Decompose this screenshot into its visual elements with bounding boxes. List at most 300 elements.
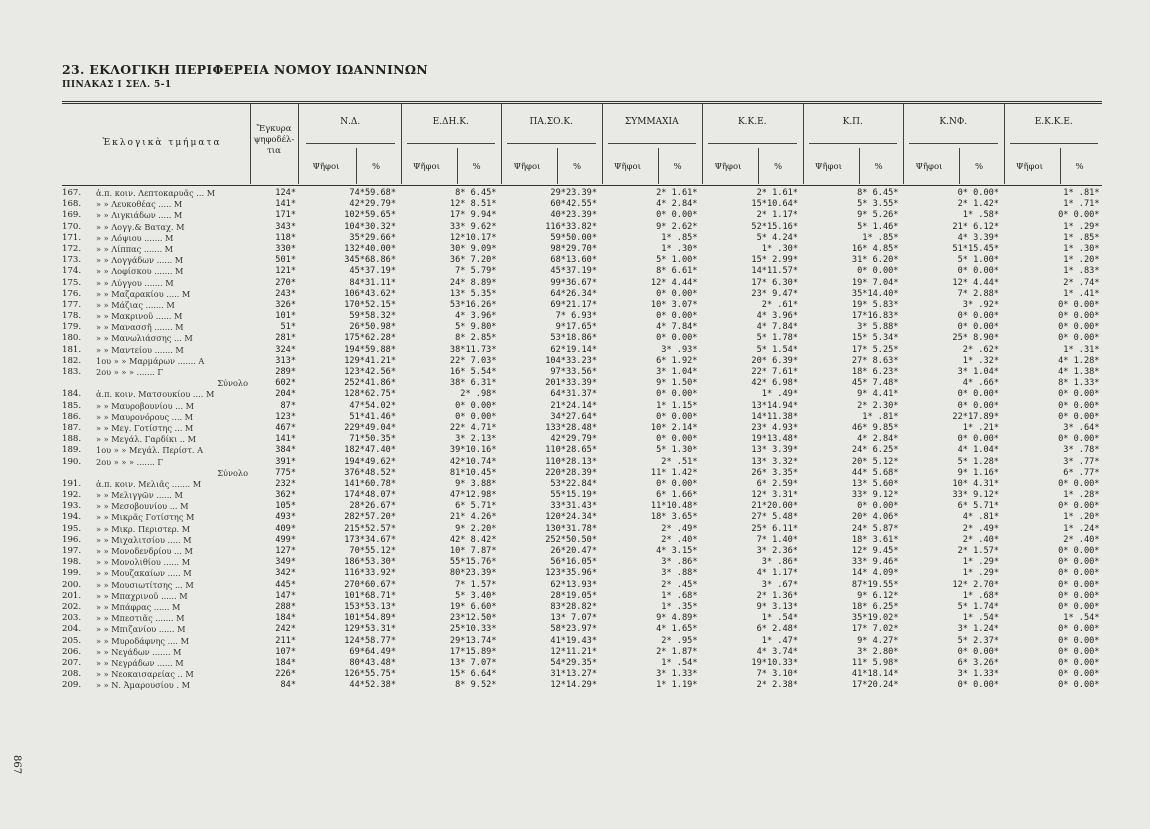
table-row bbox=[0, 289, 1150, 300]
cell-p: 13* 7.07* bbox=[449, 657, 497, 668]
cell-p: 0* 0.00* bbox=[656, 288, 698, 299]
cell-p: 3* 1.04* bbox=[656, 367, 698, 377]
cell-num: 172. bbox=[62, 243, 82, 254]
cell-valid: 211* bbox=[275, 635, 296, 646]
cell-p: 0* 0.00* bbox=[1058, 590, 1100, 601]
cell-valid: 602* bbox=[275, 378, 296, 389]
votes-subheader: Ψῆφοι bbox=[614, 162, 641, 172]
cell-p: 19*13.48* bbox=[751, 434, 798, 445]
party-underline bbox=[306, 143, 395, 144]
cell-p: 83*28.82* bbox=[550, 601, 597, 612]
cell-name: » » Μπάφρας ...... Μ bbox=[96, 601, 181, 612]
cell-name: » » Μακρινοῦ ...... Μ bbox=[96, 311, 183, 322]
pct-subheader: % bbox=[673, 162, 682, 172]
cell-p: 26*20.47* bbox=[550, 546, 597, 556]
cell-p: 282*57.20* bbox=[344, 512, 396, 523]
cell-num: 179. bbox=[62, 322, 82, 333]
cell-p: 0* 0.00* bbox=[656, 333, 698, 344]
cell-p: 0* 0.00* bbox=[957, 680, 999, 691]
cell-valid: 127* bbox=[275, 546, 296, 556]
cell-p: 2* 1.87* bbox=[656, 646, 698, 657]
cell-p: 84*31.11* bbox=[349, 277, 396, 288]
cell-p: 194*59.88* bbox=[344, 344, 396, 355]
cell-p: 110*28.13* bbox=[545, 456, 597, 467]
cell-p: 4* 3.39* bbox=[957, 232, 999, 243]
cell-p: 80*23.39* bbox=[449, 568, 497, 579]
cell-p: 80*43.48* bbox=[349, 657, 396, 668]
cell-p: 7* 1.40* bbox=[756, 534, 798, 545]
cell-p: 15* 5.34* bbox=[851, 333, 899, 344]
cell-p: 0* 0.00* bbox=[1058, 389, 1100, 400]
cell-p: 47*12.98* bbox=[449, 490, 497, 501]
cell-valid: 204* bbox=[275, 389, 296, 400]
cell-p: 1* .28* bbox=[1063, 490, 1100, 501]
cell-p: 12* 4.44* bbox=[650, 277, 698, 288]
cell-num: 168. bbox=[62, 199, 82, 210]
cell-num: 191. bbox=[62, 478, 82, 489]
cell-p: 4* 1.65* bbox=[656, 624, 698, 635]
cell-p: 0* 0.00* bbox=[1058, 579, 1100, 590]
cell-p: 40*23.39* bbox=[550, 210, 597, 221]
cell-p: 220*28.39* bbox=[545, 467, 597, 478]
cell-p: 2* 1.42* bbox=[957, 199, 999, 210]
cell-p: 16* 4.85* bbox=[851, 243, 899, 254]
cell-p: 5* 1.30* bbox=[656, 445, 698, 456]
cell-p: 0* 0.00* bbox=[857, 266, 899, 277]
cell-p: 8* 6.45* bbox=[857, 188, 899, 198]
cell-name: » » Μπιζανίου ...... Μ bbox=[96, 624, 186, 635]
cell-p: 13* 7.07* bbox=[550, 613, 597, 624]
cell-valid: 105* bbox=[275, 501, 296, 512]
cell-p: 0* 0.00* bbox=[957, 389, 999, 400]
cell-p: 41*18.14* bbox=[851, 669, 899, 680]
cell-p: 3* .78* bbox=[1063, 445, 1100, 456]
cell-p: 0* 0.00* bbox=[957, 434, 999, 445]
cell-valid: 242* bbox=[275, 624, 296, 635]
cell-p: 6* 1.66* bbox=[656, 490, 698, 501]
cell-p: 3* .67* bbox=[761, 579, 798, 590]
cell-p: 51*41.46* bbox=[349, 411, 396, 422]
cell-p: 345*68.86* bbox=[344, 255, 396, 266]
cell-p: 0* 0.00* bbox=[957, 322, 999, 333]
cell-p: 3* 2.36* bbox=[756, 546, 798, 556]
cell-p: 24* 6.25* bbox=[851, 445, 899, 456]
cell-p: 60*42.55* bbox=[550, 199, 597, 210]
party-underline bbox=[608, 143, 697, 144]
cell-p: 2* .62* bbox=[962, 344, 999, 355]
cell-num: 180. bbox=[62, 333, 82, 344]
cell-num: 185. bbox=[62, 400, 82, 411]
cell-name: » » Νεγάδων ....... Μ bbox=[96, 646, 182, 657]
cell-p: 16* 5.54* bbox=[449, 367, 497, 377]
table-row bbox=[0, 311, 1150, 322]
cell-p: 1* .71* bbox=[1063, 199, 1100, 210]
cell-valid: 289* bbox=[275, 367, 296, 377]
cell-p: 5* 1.74* bbox=[957, 601, 999, 612]
cell-p: 39*10.16* bbox=[449, 445, 497, 456]
cell-p: 0* 0.00* bbox=[1058, 635, 1100, 646]
cell-p: 21*24.14* bbox=[550, 400, 597, 411]
table-row bbox=[0, 479, 1150, 490]
cell-p: 35*29.66* bbox=[349, 232, 396, 243]
cell-p: 1* .85* bbox=[862, 232, 899, 243]
cell-p: 8* 6.45* bbox=[455, 188, 497, 198]
table-row bbox=[0, 535, 1150, 546]
cell-p: 22* 7.03* bbox=[449, 355, 497, 366]
table-row bbox=[0, 591, 1150, 602]
cell-p: 2* .40* bbox=[661, 534, 698, 545]
cell-name: » » Λόψιου ....... Μ bbox=[96, 232, 174, 243]
cell-p: 4* 7.84* bbox=[656, 322, 698, 333]
cell-name: 2ου » » » ....... Γ bbox=[96, 456, 164, 467]
cell-p: 12*10.17* bbox=[449, 232, 497, 243]
cell-valid: 87* bbox=[280, 400, 296, 411]
cell-p: 7* 6.93* bbox=[555, 311, 597, 322]
cell-p: 22* 7.61* bbox=[751, 367, 798, 377]
cell-p: 270*60.67* bbox=[344, 579, 396, 590]
cell-p: 31*13.27* bbox=[550, 669, 597, 680]
cell-num: 196. bbox=[62, 534, 82, 545]
cell-p: 59*58.32* bbox=[349, 311, 396, 322]
cell-name: » » Μονοδενδρίου ... Μ bbox=[96, 546, 193, 556]
cell-valid: 243* bbox=[275, 288, 296, 299]
cell-p: 3* .92* bbox=[962, 299, 999, 310]
table-row bbox=[0, 546, 1150, 557]
cell-p: 0* 0.00* bbox=[1058, 646, 1100, 657]
cell-p: 17* 5.25* bbox=[851, 344, 899, 355]
table-row bbox=[0, 412, 1150, 423]
cell-valid: 409* bbox=[275, 523, 296, 534]
cell-valid: 84* bbox=[280, 680, 296, 691]
cell-name: » » Μαζαρακίου ..... Μ bbox=[96, 288, 191, 299]
cell-p: 11* 1.42* bbox=[650, 467, 698, 478]
cell-p: 182*47.40* bbox=[344, 445, 396, 456]
cell-p: 21* 4.26* bbox=[449, 512, 497, 523]
cell-num: 184. bbox=[62, 389, 82, 400]
cell-p: 35*14.40* bbox=[851, 288, 899, 299]
cell-p: 104*33.23* bbox=[545, 355, 597, 366]
cell-p: 42*29.79* bbox=[349, 199, 396, 210]
cell-p: 33*31.43* bbox=[550, 501, 597, 512]
cell-valid: 324* bbox=[275, 344, 296, 355]
cell-valid: 270* bbox=[275, 277, 296, 288]
cell-p: 45*37.19* bbox=[349, 266, 396, 277]
cell-p: 4* .81* bbox=[962, 512, 999, 523]
cell-p: 24* 5.87* bbox=[851, 523, 899, 534]
cell-name: » » Νεοκαισαρείας .. Μ bbox=[96, 669, 194, 680]
cell-p: 4* 1.28* bbox=[1058, 355, 1100, 366]
table-top-rule bbox=[62, 101, 1102, 102]
cell-p: 5* 1.46* bbox=[857, 221, 899, 232]
cell-num: 178. bbox=[62, 311, 82, 322]
cell-p: 10* 2.14* bbox=[650, 422, 698, 433]
cell-valid: 226* bbox=[275, 669, 296, 680]
cell-p: 8* 9.52* bbox=[455, 680, 497, 691]
cell-p: 5* 4.24* bbox=[756, 232, 798, 243]
cell-valid: 51* bbox=[280, 322, 296, 333]
page-subtitle: ΠΙΝΑΚΑΣ I ΣΕΛ. 5-1 bbox=[62, 80, 172, 90]
cell-p: 19* 7.04* bbox=[851, 277, 899, 288]
table-row bbox=[0, 356, 1150, 367]
cell-num: 187. bbox=[62, 422, 82, 433]
cell-p: 2* 1.61* bbox=[656, 188, 698, 198]
cell-p: 27* 8.63* bbox=[851, 355, 899, 366]
cell-p: 29*13.74* bbox=[449, 635, 497, 646]
cell-p: 10* 4.31* bbox=[952, 478, 999, 489]
cell-p: 13* 5.35* bbox=[449, 288, 497, 299]
cell-valid: 107* bbox=[275, 646, 296, 657]
cell-p: 0* 0.00* bbox=[1058, 669, 1100, 680]
cell-valid: 467* bbox=[275, 422, 296, 433]
cell-p: 123*35.96* bbox=[545, 568, 597, 579]
cell-name: » » Μεσοβουνίου ... Μ bbox=[96, 501, 189, 512]
page-number: 867 bbox=[11, 755, 22, 775]
table-row bbox=[0, 322, 1150, 333]
cell-p: 126*55.75* bbox=[344, 669, 396, 680]
cell-p: 18* 6.23* bbox=[851, 367, 899, 377]
cell-p: 55*15.19* bbox=[550, 490, 597, 501]
cell-p: 12* 8.51* bbox=[449, 199, 497, 210]
cell-name: ἀ.π. κοιν. Ματσουκίου .... Μ bbox=[96, 389, 215, 400]
cell-p: 44* 5.68* bbox=[851, 467, 899, 478]
cell-p: 12*11.21* bbox=[550, 646, 597, 657]
cell-num: 186. bbox=[62, 411, 82, 422]
cell-p: 1* .30* bbox=[661, 243, 698, 254]
cell-p: 1* .54* bbox=[962, 613, 999, 624]
sub-divider bbox=[356, 148, 357, 184]
cell-name: » » Ν. Ἀμαρουσίου . Μ bbox=[96, 680, 190, 691]
page-title: 23. ΕΚΛΟΓΙΚΗ ΠΕΡΙΦΕΡΕΙΑ ΝΟΜΟΥ ΙΩΑΝΝΙΝΩΝ bbox=[62, 62, 429, 77]
sub-divider bbox=[457, 148, 458, 184]
party-underline bbox=[407, 143, 496, 144]
cell-p: 9* 6.12* bbox=[857, 590, 899, 601]
cell-p: 133*28.48* bbox=[545, 422, 597, 433]
pct-subheader: % bbox=[371, 162, 381, 172]
cell-num: 175. bbox=[62, 277, 82, 288]
cell-valid: 326* bbox=[275, 299, 296, 310]
cell-p: 0* 0.00* bbox=[1058, 501, 1100, 512]
cell-p: 1* .29* bbox=[962, 557, 999, 568]
cell-p: 1* .21* bbox=[962, 422, 999, 433]
cell-p: 13*14.94* bbox=[751, 400, 798, 411]
cell-p: 7* 5.79* bbox=[455, 266, 497, 277]
cell-p: 102*59.65* bbox=[344, 210, 396, 221]
cell-valid: 184* bbox=[275, 657, 296, 668]
cell-p: 9* 3.13* bbox=[756, 601, 798, 612]
cell-p: 4* 3.96* bbox=[455, 311, 497, 322]
table-row bbox=[0, 389, 1150, 400]
cell-num: 173. bbox=[62, 255, 82, 266]
cell-p: 22* 4.71* bbox=[449, 422, 497, 433]
table-top-rule-2 bbox=[62, 103, 1102, 104]
cell-num: 167. bbox=[62, 188, 82, 198]
cell-valid: 342* bbox=[275, 568, 296, 579]
cell-p: 97*33.56* bbox=[550, 367, 597, 377]
cell-p: 51*15.45* bbox=[952, 243, 999, 254]
cell-p: 44*52.38* bbox=[349, 680, 396, 691]
cell-p: 0* 0.00* bbox=[656, 411, 698, 422]
cell-p: 6* .77* bbox=[1063, 467, 1100, 478]
cell-valid: 184* bbox=[275, 613, 296, 624]
cell-p: 81*10.45* bbox=[449, 467, 497, 478]
cell-p: 1* .24* bbox=[1063, 523, 1100, 534]
cell-p: 5* 1.78* bbox=[756, 333, 798, 344]
cell-p: 58*23.97* bbox=[550, 624, 597, 635]
cell-p: 3* 2.80* bbox=[857, 646, 899, 657]
cell-p: 28*26.67* bbox=[349, 501, 396, 512]
cell-name: » » Λύγγου ....... Μ bbox=[96, 277, 174, 288]
cell-p: 4* 1.04* bbox=[957, 445, 999, 456]
cell-p: 2* 1.17* bbox=[756, 210, 798, 221]
cell-p: 17*15.89* bbox=[449, 646, 497, 657]
cell-num: 197. bbox=[62, 546, 82, 556]
cell-name: 1ου » » Μεγάλ. Περίστ. Α bbox=[96, 445, 204, 456]
col-divider bbox=[803, 104, 804, 184]
cell-p: 5* 1.54* bbox=[756, 344, 798, 355]
cell-name: » » Μιχαλιτσίου ..... Μ bbox=[96, 534, 192, 545]
cell-p: 3* 1.04* bbox=[957, 367, 999, 377]
cell-p: 6* 2.59* bbox=[756, 478, 798, 489]
cell-p: 1* .68* bbox=[661, 590, 698, 601]
pct-subheader: % bbox=[773, 162, 783, 172]
votes-subheader: Ψῆφοι bbox=[513, 162, 541, 172]
cell-p: 0* 0.00* bbox=[1058, 434, 1100, 445]
cell-p: 2* .45* bbox=[661, 579, 698, 590]
cell-p: 56*16.05* bbox=[550, 557, 597, 568]
votes-subheader: Ψῆφοι bbox=[312, 162, 340, 172]
table-row bbox=[0, 680, 1150, 691]
cell-p: 55*15.76* bbox=[449, 557, 497, 568]
cell-p: 3* 1.33* bbox=[957, 669, 999, 680]
cell-valid: 391* bbox=[275, 456, 296, 467]
sub-divider bbox=[758, 148, 759, 184]
cell-p: 9* 3.88* bbox=[455, 478, 497, 489]
cell-p: 2* .61* bbox=[761, 299, 798, 310]
cell-num: 209. bbox=[62, 680, 82, 691]
cell-name: » » Λίππας ....... Μ bbox=[96, 243, 174, 254]
cell-p: 1* 1.19* bbox=[656, 680, 698, 691]
cell-name: » » Μονολιθίου ...... Μ bbox=[96, 557, 191, 568]
cell-p: 173*34.67* bbox=[344, 534, 396, 545]
cell-p: 5* 1.00* bbox=[957, 255, 999, 266]
cell-p: 25* 8.90* bbox=[952, 333, 999, 344]
cell-p: 153*53.13* bbox=[344, 601, 396, 612]
cell-num: 189. bbox=[62, 445, 82, 456]
cell-name: » » Μαυροβουνίου ... Μ bbox=[96, 400, 194, 411]
cell-name: » » Μαυρονόρους .... Μ bbox=[96, 411, 194, 422]
cell-p: 14*11.57* bbox=[751, 266, 798, 277]
cell-p: 33* 9.46* bbox=[851, 557, 899, 568]
cell-p: 12* 4.44* bbox=[952, 277, 999, 288]
cell-p: 1* .29* bbox=[962, 568, 999, 579]
cell-name: » » Μουζακαίων ..... Μ bbox=[96, 568, 192, 579]
table-row bbox=[0, 602, 1150, 613]
table-row bbox=[0, 233, 1150, 244]
table-row bbox=[0, 624, 1150, 635]
cell-p: 4* 2.84* bbox=[656, 199, 698, 210]
table-row bbox=[0, 210, 1150, 221]
cell-p: 2* .74* bbox=[1063, 277, 1100, 288]
cell-num: 201. bbox=[62, 590, 82, 601]
cell-p: 7* 2.88* bbox=[957, 288, 999, 299]
cell-p: 3* .88* bbox=[661, 568, 698, 579]
cell-name: » » Μουσιωτίτσης ... Μ bbox=[96, 579, 194, 590]
cell-num: 206. bbox=[62, 646, 82, 657]
cell-num: 199. bbox=[62, 568, 82, 579]
party-header: Ε.ΔΗ.Κ. bbox=[432, 117, 469, 127]
cell-p: 62*19.14* bbox=[550, 344, 597, 355]
cell-p: 0* 0.00* bbox=[957, 646, 999, 657]
cell-p: 3* .64* bbox=[1063, 422, 1100, 433]
cell-p: 19* 5.83* bbox=[851, 299, 899, 310]
cell-p: 99*36.67* bbox=[550, 277, 597, 288]
cell-p: 9* 2.62* bbox=[656, 221, 698, 232]
cell-p: 132*40.00* bbox=[344, 243, 396, 254]
cell-p: 13* 5.60* bbox=[851, 478, 899, 489]
cell-name: Σύνολο bbox=[217, 467, 248, 478]
cell-name: » » Λοφίσκου ....... Μ bbox=[96, 266, 184, 277]
cell-p: 174*48.07* bbox=[344, 490, 396, 501]
table-row bbox=[0, 647, 1150, 658]
cell-p: 1* .47* bbox=[761, 635, 798, 646]
cell-p: 3* 5.88* bbox=[857, 322, 899, 333]
cell-num: 188. bbox=[62, 434, 82, 445]
valid-ballots-header: Ἔγκυρα ψηφοδέλ-τια bbox=[253, 124, 295, 156]
cell-p: 64*31.37* bbox=[550, 389, 597, 400]
cell-p: 1* .29* bbox=[1063, 221, 1100, 232]
cell-p: 101*54.89* bbox=[344, 613, 396, 624]
cell-name: 1ου » » Μαρμάρων ....... Α bbox=[96, 355, 205, 366]
cell-p: 20* 6.39* bbox=[751, 355, 798, 366]
cell-p: 2* .40* bbox=[1063, 534, 1100, 545]
cell-num: 181. bbox=[62, 344, 82, 355]
party-underline bbox=[708, 143, 797, 144]
cell-p: 64*26.34* bbox=[550, 288, 597, 299]
cell-num: 208. bbox=[62, 669, 82, 680]
cell-p: 0* 0.00* bbox=[957, 188, 999, 198]
cell-valid: 499* bbox=[275, 534, 296, 545]
cell-p: 2* 1.61* bbox=[756, 188, 798, 198]
cell-p: 6* 1.92* bbox=[656, 355, 698, 366]
cell-name: » » Μαντείου ....... Μ bbox=[96, 344, 184, 355]
cell-p: 53*18.86* bbox=[550, 333, 597, 344]
cell-num: 198. bbox=[62, 557, 82, 568]
col-divider bbox=[250, 104, 251, 184]
cell-name: » » Μυροδάφνης .... Μ bbox=[96, 635, 189, 646]
table-row bbox=[0, 457, 1150, 468]
cell-valid: 171* bbox=[275, 210, 296, 221]
cell-name: » » Λογγ.& Βαταχ. Μ bbox=[96, 221, 185, 232]
cell-p: 1* .30* bbox=[761, 243, 798, 254]
cell-p: 54*29.35* bbox=[550, 657, 597, 668]
cell-p: 25* 6.11* bbox=[751, 523, 798, 534]
cell-p: 0* 0.00* bbox=[656, 210, 698, 221]
cell-p: 0* 0.00* bbox=[455, 400, 497, 411]
cell-p: 1* .30* bbox=[1063, 243, 1100, 254]
cell-p: 0* 0.00* bbox=[1058, 322, 1100, 333]
table-row bbox=[0, 367, 1150, 378]
cell-p: 0* 0.00* bbox=[656, 311, 698, 322]
cell-valid: 124* bbox=[275, 188, 296, 198]
cell-p: 4* 1.17* bbox=[756, 568, 798, 579]
cell-p: 42*29.79* bbox=[550, 434, 597, 445]
pct-subheader: % bbox=[572, 162, 582, 172]
cell-p: 36* 7.20* bbox=[449, 255, 497, 266]
cell-p: 35*19.02* bbox=[851, 613, 899, 624]
table-row bbox=[0, 222, 1150, 233]
col-divider bbox=[501, 104, 502, 184]
cell-p: 128*62.75* bbox=[344, 389, 396, 400]
